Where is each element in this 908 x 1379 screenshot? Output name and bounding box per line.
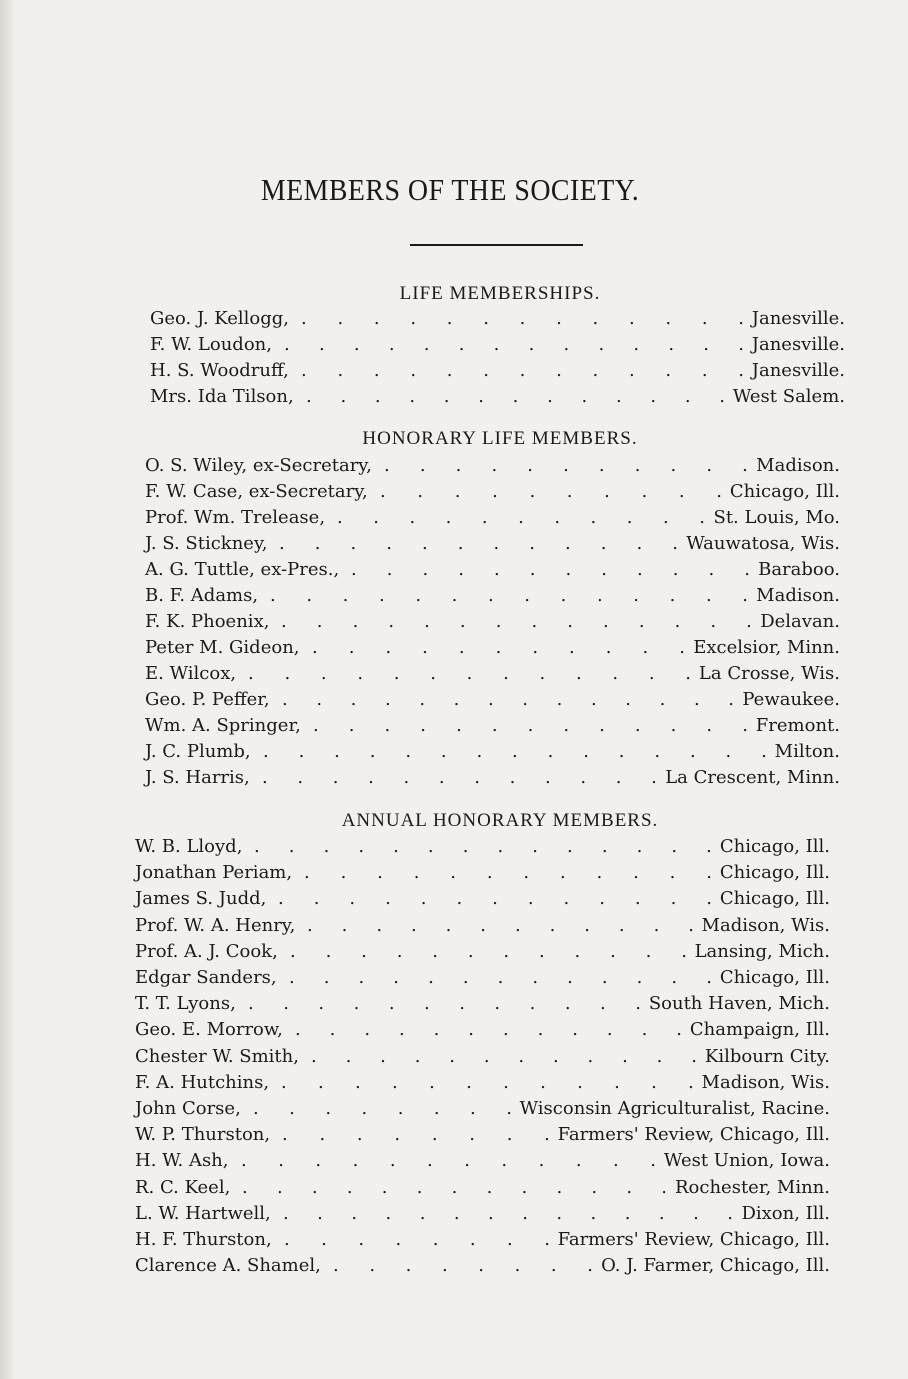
- dot-leader: . . . . . . . . . . . .: [295, 1019, 682, 1041]
- member-name: F. W. Loudon,: [150, 334, 272, 355]
- member-row: [135, 886, 830, 912]
- member-row: [150, 384, 845, 410]
- member-location: La Crosse, Wis.: [698, 663, 840, 684]
- member-row: [135, 1122, 830, 1148]
- member-location: South Haven, Mich.: [648, 993, 830, 1015]
- member-location: Chicago, Ill.: [729, 481, 840, 502]
- member-location: Excelsior, Minn.: [693, 637, 840, 658]
- member-location: Kilbourn City.: [704, 1045, 830, 1067]
- member-name: Prof. A. J. Cook,: [135, 940, 278, 962]
- member-name: Chester W. Smith,: [135, 1045, 299, 1067]
- dot-leader: . . . . . . . .: [284, 1229, 550, 1250]
- member-row: [135, 1175, 830, 1201]
- member-name: Jonathan Periam,: [135, 862, 293, 884]
- dot-leader: . . . . . . . . . . . .: [262, 767, 657, 788]
- dot-leader: . . . . . . . . . .: [380, 481, 722, 502]
- dot-leader: . . . . . . . . . . . . .: [248, 663, 691, 684]
- member-row: [145, 661, 840, 687]
- dot-leader: . . . . . . . . . . . .: [307, 914, 694, 936]
- member-row: [145, 505, 840, 531]
- member-row: [145, 479, 840, 505]
- dot-leader: . . . . . . . . . . . .: [290, 940, 687, 962]
- dot-leader: . . . . . . . . . . .: [337, 507, 705, 528]
- member-name: Edgar Sanders,: [135, 967, 277, 988]
- member-name: J. S. Stickney,: [145, 533, 268, 554]
- member-location: Baraboo.: [758, 559, 840, 580]
- member-row: [135, 939, 830, 965]
- member-name: Geo. P. Peffer,: [145, 689, 270, 710]
- member-location: Madison.: [756, 585, 840, 606]
- member-location: Chicago, Ill.: [719, 836, 830, 857]
- member-name: Clarence A. Shamel,: [135, 1255, 321, 1277]
- member-row: [135, 991, 830, 1017]
- dot-leader: . . . . . . . . . . . .: [351, 559, 750, 580]
- dot-leader: . . . . . . . . . . . .: [281, 1071, 694, 1093]
- member-location: Madison, Wis.: [701, 914, 830, 936]
- dot-leader: . . . . . . . . . . . . .: [289, 967, 712, 988]
- dot-leader: . . . . . . . . . . . . . .: [270, 585, 748, 606]
- member-name: J. S. Harris,: [145, 767, 250, 788]
- member-location: Chicago, Ill.: [719, 967, 830, 988]
- member-row: [135, 965, 830, 991]
- member-row: [135, 1148, 830, 1174]
- member-location: Lansing, Mich.: [694, 940, 830, 962]
- member-name: Geo. J. Kellogg,: [150, 308, 289, 329]
- member-name: Wm. A. Springer,: [145, 715, 301, 736]
- member-name: H. S. Woodruff,: [150, 360, 289, 381]
- member-location: Pewaukee.: [742, 689, 840, 710]
- member-location: O. J. Farmer, Chicago, Ill.: [601, 1255, 830, 1277]
- member-location: Chicago, Ill.: [719, 862, 830, 884]
- member-row: [135, 1096, 830, 1122]
- dot-leader: . . . . . . . . . . . . . .: [282, 689, 734, 710]
- member-name: H. F. Thurston,: [135, 1229, 272, 1250]
- member-name: John Corse,: [135, 1098, 241, 1119]
- member-row: [135, 834, 830, 860]
- member-row: [135, 1017, 830, 1043]
- member-name: W. B. Lloyd,: [135, 836, 243, 857]
- member-name: F. K. Phoenix,: [145, 611, 270, 632]
- member-name: L. W. Hartwell,: [135, 1202, 271, 1224]
- member-row: [150, 306, 845, 332]
- member-location: St. Louis, Mo.: [713, 507, 840, 528]
- dot-leader: . . . . . . . . . . . .: [248, 993, 641, 1015]
- dot-leader: . . . . . . . . . . . . . .: [281, 611, 752, 632]
- member-location: Madison.: [756, 455, 840, 476]
- dot-leader: . . . . . . . . . . . . . .: [284, 334, 744, 355]
- dot-leader: . . . . . . . . . . . . .: [301, 360, 744, 381]
- member-location: Farmers' Review, Chicago, Ill.: [557, 1124, 830, 1146]
- member-location: West Union, Iowa.: [663, 1150, 830, 1172]
- dot-leader: . . . . . . . . . . . . .: [301, 308, 744, 329]
- member-name: R. C. Keel,: [135, 1176, 231, 1198]
- member-name: T. T. Lyons,: [135, 993, 236, 1015]
- section-heading-honorary-life-members: HONORARY LIFE MEMBERS.: [362, 428, 638, 449]
- dot-leader: . . . . . . . . . . . . .: [278, 888, 712, 910]
- section-heading-annual-honorary-members: ANNUAL HONORARY MEMBERS.: [341, 810, 659, 831]
- dot-leader: . . . . . . . .: [333, 1255, 593, 1277]
- member-location: La Crescent, Minn.: [665, 767, 840, 788]
- member-location: Madison, Wis.: [701, 1071, 830, 1093]
- dot-leader: . . . . . . . . . . . . . . .: [263, 741, 767, 762]
- member-name: H. W. Ash,: [135, 1150, 229, 1172]
- member-row: [145, 687, 840, 713]
- dot-leader: . . . . . . . .: [282, 1124, 550, 1146]
- member-location: Dixon, Ill.: [741, 1202, 830, 1224]
- member-location: Delavan.: [760, 611, 840, 632]
- member-name: F. W. Case, ex-Secretary,: [145, 481, 368, 502]
- member-location: Janesville.: [751, 334, 845, 355]
- member-row: [145, 765, 840, 791]
- member-name: F. A. Hutchins,: [135, 1071, 270, 1093]
- dot-leader: . . . . . . . . . . .: [312, 637, 685, 658]
- member-row: [145, 635, 840, 661]
- member-row: [135, 1253, 830, 1279]
- dot-leader: . . . . . . . . . . . . .: [313, 715, 748, 736]
- member-location: Wisconsin Agriculturalist, Racine.: [519, 1098, 830, 1119]
- dot-leader: . . . . . . . . . . .: [384, 455, 748, 476]
- member-location: Janesville.: [751, 308, 845, 329]
- dot-leader: . . . . . . . . . . . . . .: [254, 836, 712, 857]
- member-row: [145, 739, 840, 765]
- member-row: [135, 860, 830, 886]
- member-row: [150, 332, 845, 358]
- page-title: MEMBERS OF THE SOCIETY.: [260, 172, 640, 207]
- member-location: Fremont.: [755, 715, 840, 736]
- dot-leader: . . . . . . . . . . . . . .: [283, 1202, 733, 1224]
- member-location: Champaign, Ill.: [689, 1019, 830, 1041]
- dot-leader: . . . . . . . . . . . . .: [242, 1176, 667, 1198]
- member-name: A. G. Tuttle, ex-Pres.,: [145, 559, 340, 580]
- dot-leader: . . . . . . . .: [253, 1098, 512, 1119]
- member-name: Geo. E. Morrow,: [135, 1019, 283, 1041]
- member-row: [145, 609, 840, 635]
- member-row: [145, 531, 840, 557]
- member-row: [145, 557, 840, 583]
- title-rule: [410, 244, 583, 246]
- dot-leader: . . . . . . . . . . . .: [311, 1045, 697, 1067]
- member-location: Chicago, Ill.: [719, 888, 830, 910]
- member-row: [145, 583, 840, 609]
- member-name: W. P. Thurston,: [135, 1124, 271, 1146]
- dot-leader: . . . . . . . . . . . .: [279, 533, 678, 554]
- member-location: Rochester, Minn.: [674, 1176, 830, 1198]
- dot-leader: . . . . . . . . . . . . .: [306, 386, 725, 407]
- member-name: B. F. Adams,: [145, 585, 259, 606]
- member-name: O. S. Wiley, ex-Secretary,: [145, 455, 372, 476]
- member-row: [135, 913, 830, 939]
- member-row: [150, 358, 845, 384]
- member-row: [135, 1044, 830, 1070]
- dot-leader: . . . . . . . . . . . .: [241, 1150, 656, 1172]
- member-name: Peter M. Gideon,: [145, 637, 300, 658]
- dot-leader: . . . . . . . . . . . .: [304, 862, 712, 884]
- member-row: [145, 713, 840, 739]
- member-name: James S. Judd,: [135, 888, 267, 910]
- section-heading-life-memberships: LIFE MEMBERSHIPS.: [399, 283, 601, 304]
- member-location: West Salem.: [732, 386, 845, 407]
- member-name: J. C. Plumb,: [145, 741, 251, 762]
- member-row: [145, 453, 840, 479]
- member-location: Janesville.: [751, 360, 845, 381]
- member-row: [135, 1070, 830, 1096]
- member-location: Milton.: [774, 741, 840, 762]
- member-name: E. Wilcox,: [145, 663, 237, 684]
- member-row: [135, 1227, 830, 1253]
- member-location: Farmers' Review, Chicago, Ill.: [557, 1229, 830, 1250]
- member-name: Prof. W. A. Henry,: [135, 914, 296, 936]
- member-name: Mrs. Ida Tilson,: [150, 386, 294, 407]
- member-location: Wauwatosa, Wis.: [686, 533, 840, 554]
- member-row: [135, 1201, 830, 1227]
- member-name: Prof. Wm. Trelease,: [145, 507, 326, 528]
